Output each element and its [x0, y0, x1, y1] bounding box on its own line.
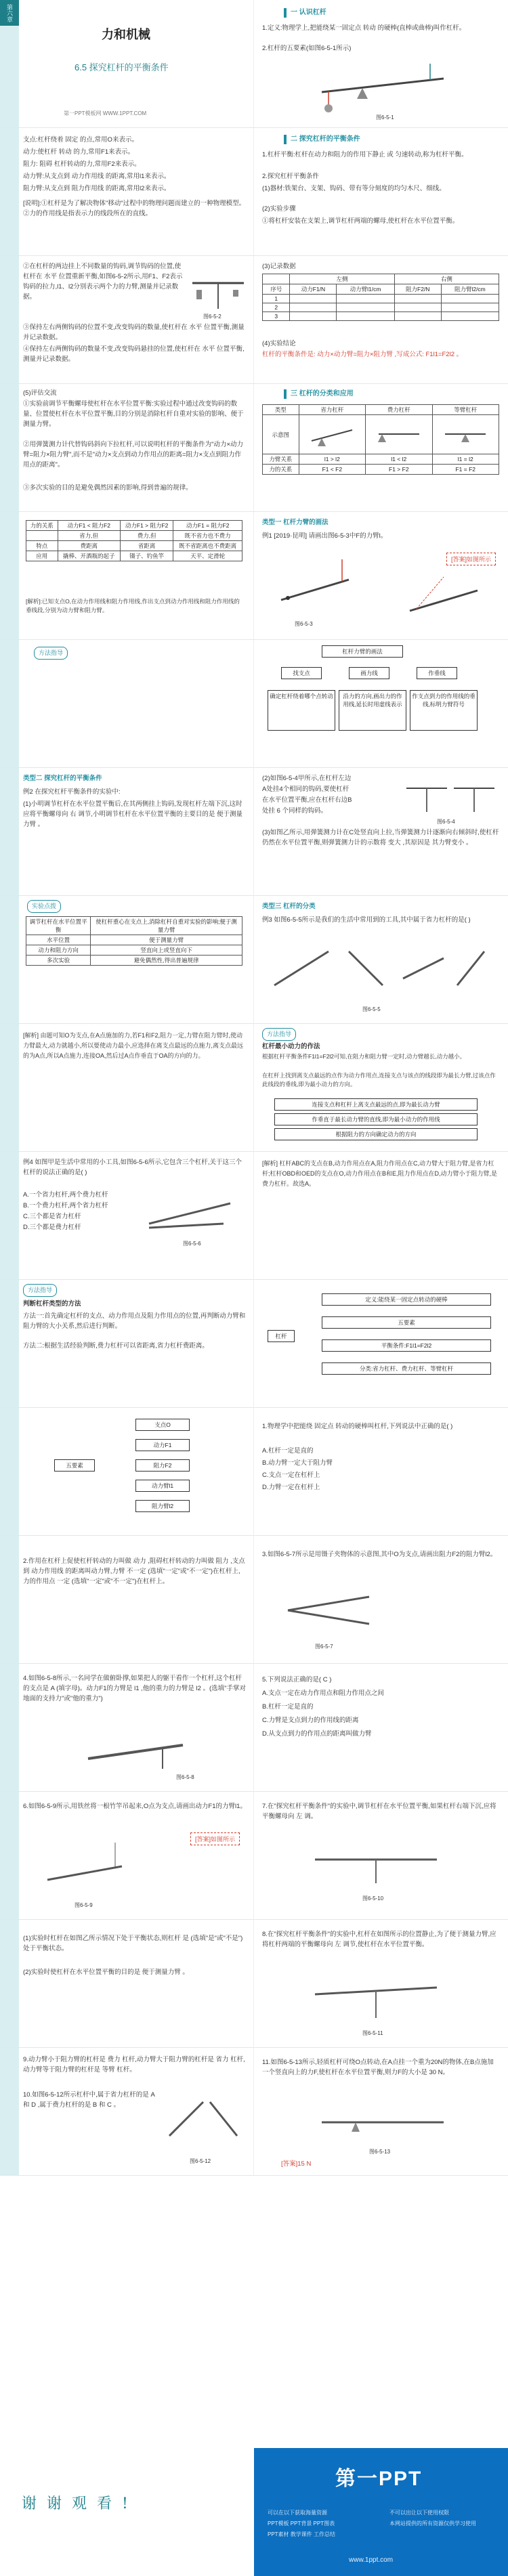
slide-7 — [0, 768, 508, 896]
q4-text: 4.如图6-5-8所示,一名同学在做俯卧撑,如果把人的躯干看作一个杠杆,这个杠杆的支点是 A (填字母)。动力F1的力臂是 l1 ,他的重力的力臂是 l2 。(选填"手掌对地面的支持力"或"他的重力") — [23, 1675, 247, 1702]
q5-option-d: D.从支点到力的作用点的距离叫做力臂 — [262, 1730, 372, 1738]
record-data — [254, 256, 508, 384]
sidebar — [0, 1408, 19, 1536]
slide-11 — [0, 1280, 508, 1408]
cls-h2: 费力杠杆 — [366, 405, 432, 415]
sidebar — [0, 0, 19, 128]
step-4: ④保持左右两侧钩码的数量不变,改变钩码悬挂的位置,使杠杆在 水平 位置平衡,测量并记录数据。 — [23, 345, 245, 363]
option-a: A.一个省力杠杆,两个费力杠杆 — [23, 1191, 108, 1199]
t-3-1: 撬棒、开酒瓶的起子 — [58, 551, 120, 561]
eval-2: ②用弹簧测力计代替钩码斜向下拉杠杆,可以说明杠杆的平衡条件为"动力×动力臂=阻力×阻力臂",而不是"动力×支点到动力作用点的距离=阻力×支点到阻力作用点的距离"。 — [23, 441, 244, 469]
t-0-0: 力的关系 — [26, 521, 58, 531]
footer-url[interactable]: www.1ppt.com — [349, 2556, 394, 2564]
example-text: 例2 在探究杠杆平衡条件的实验中: — [23, 788, 121, 796]
step-box-1: 找支点 — [281, 667, 322, 679]
q7-part-2: (2)实验时使杠杆在水平位置平衡的目的是 便于测量力臂 。 — [23, 1969, 189, 1976]
method-line-1: 方法一:首先确定杠杆的支点、动力作用点及阻力作用点的位置,再判断动力臂和阻力臂的大小关系,然后进行判断。 — [23, 1312, 246, 1330]
exercise-five — [254, 1664, 508, 1792]
section-one — [254, 0, 508, 128]
right-head: 右侧 — [394, 274, 499, 284]
sidebar — [0, 512, 19, 640]
method-tag — [27, 900, 61, 913]
method-guide — [0, 640, 254, 768]
th-4: 阻力臂l2/cm — [441, 284, 499, 295]
map-root: 杠杆 — [268, 1330, 295, 1342]
method-line-2: 方法二:根据生活经验判断,费力杠杆可以省距离,省力杠杆费距离。 — [23, 1342, 209, 1350]
method-label: 方法指导 — [23, 1284, 57, 1297]
figure-caption: 图6-5-3 — [295, 621, 313, 627]
tip-3-0: 多次实验 — [26, 956, 91, 966]
section-heading: 二 探究杠杆的平衡条件 — [284, 135, 487, 144]
slide-8 — [0, 896, 508, 1024]
sidebar — [0, 1664, 19, 1792]
type-one — [254, 512, 508, 640]
exercise-eight — [254, 1920, 508, 2048]
cls-h3: 等臂杠杆 — [432, 405, 499, 415]
sidebar — [0, 384, 19, 512]
type-two — [0, 768, 254, 896]
method-title: 杠杆最小动力的作法 — [262, 1043, 320, 1050]
judge-method — [0, 1280, 254, 1408]
method-tag — [262, 1028, 296, 1041]
option-c: C.三个都是省力杠杆 — [23, 1213, 81, 1220]
type-three — [254, 896, 508, 1024]
eval-1: ①实验前调节平衡螺母使杠杆在水平位置平衡:实验过程中通过改变钩码的数量、位置使杠杆在水平位置平衡,目的分别是消除杠杆自重对实验的影响、便于测量力臂。 — [23, 400, 244, 428]
method-tag — [23, 1284, 57, 1297]
step-desc-2: 沿力的方向,画出力的作用线,延长时用虚线表示 — [339, 690, 406, 731]
exercise-seven-cont — [0, 1920, 254, 2048]
figure-caption: 图6-5-12 — [190, 2158, 211, 2164]
method-box-2: 作垂直于最长动力臂的直线,即为最小动力的作用线 — [274, 1113, 478, 1125]
sidebar — [0, 256, 19, 384]
knowledge-map — [254, 1280, 508, 1408]
lever-figure — [308, 1974, 444, 2021]
ppt-footer-banner — [254, 2448, 508, 2576]
method-diagram — [254, 640, 508, 768]
type-two-right — [254, 768, 508, 896]
tools-figure — [163, 2095, 244, 2149]
figure-caption: 图6-5-11 — [362, 2030, 383, 2036]
t-1-1: 省力,但 — [58, 531, 120, 541]
t-3-3: 天平、定滑轮 — [173, 551, 242, 561]
r-line-2: 2.探究杠杆平衡条件 — [262, 173, 319, 180]
t-1-0 — [26, 531, 58, 541]
section-heading: 一 认识杠杆 — [284, 8, 487, 18]
t-0-3: 动力F1 = 阻力F2 — [173, 521, 242, 531]
method-tag — [34, 647, 68, 660]
figure-caption: 图6-5-13 — [369, 2149, 391, 2155]
example-text: 例4 如图甲是生活中常用的小工具,如图6-5-6所示,它包含三个杠杆,关于这三个杠杆的说法正确的是( ) — [23, 1159, 242, 1176]
definition-text: 1.定义:物理学上,把能绕某一固定点 转动 的硬棒(直棒或曲棒)叫作杠杆。 — [262, 24, 466, 32]
analysis-note: [解析]:已知支点O,在动力作用线和阻力作用线,作出支点到动力作用线和阻力作用线的垂线段,分别为动力臂和阻力臂。 — [26, 598, 240, 614]
figure-caption: 图6-5-1 — [376, 114, 394, 121]
diagram-cell — [432, 415, 499, 454]
five-elements-map — [0, 1408, 254, 1536]
q7-part-1: (1)实验时杠杆在如图乙所示情况下处于平衡状态,则杠杆 是 (选填"是"或"不是")处于平衡状态。 — [23, 1935, 243, 1952]
data-table — [262, 274, 499, 321]
slide-16 — [0, 1920, 508, 2048]
left-head: 左侧 — [290, 274, 394, 284]
footer-line-4: 不可以出让以下使用权限 — [389, 2510, 449, 2516]
t-2-3: 既不省距离也不费距离 — [173, 541, 242, 551]
cls-r1-1: l1 > l2 — [299, 454, 365, 465]
title-slide — [0, 0, 254, 128]
section-two — [254, 128, 508, 256]
figure-caption: 图6-5-4 — [437, 819, 455, 825]
map-center: 五要素 — [54, 1459, 95, 1472]
map-item-2: 五要素 — [322, 1316, 491, 1329]
r-line-4: (2)实验步骤 — [262, 205, 296, 213]
analysis — [0, 1024, 254, 1152]
step-box-3: 作垂线 — [417, 667, 457, 679]
figure-caption: 图6-5-6 — [183, 1241, 201, 1247]
method-box-1: 连接支点和杠杆上离支点最远的点,即为最长动力臂 — [274, 1098, 478, 1111]
slide-17 — [0, 2048, 508, 2176]
footer-text: 第一PPT模板网 WWW.1PPT.COM — [64, 110, 147, 116]
figure-caption: 图6-5-2 — [203, 314, 221, 320]
tips-table — [26, 916, 242, 966]
example-text: 例3 如图6-5-5所示是我们的生活中常用到的工具,其中属于省力杠杆的是( ) — [262, 916, 471, 924]
lever-elements — [0, 128, 254, 256]
t-2-1: 费距离 — [58, 541, 120, 551]
cls-r0: 示意图 — [263, 415, 299, 454]
slide-10 — [0, 1152, 508, 1280]
row-3: 3 — [263, 312, 290, 321]
figure-caption: 图6-5-7 — [315, 1644, 333, 1650]
sidebar — [0, 1920, 19, 2048]
slide-6 — [0, 640, 508, 768]
map-item-4: 分类:省力杠杆、费力杠杆、等臂杠杆 — [322, 1362, 491, 1375]
tip-0-0: 调节杠杆在水平位置平衡 — [26, 917, 91, 935]
sidebar — [0, 1280, 19, 1408]
line-5: 阻力臂:从支点到 阻力作用线 的距离,常用l2来表示。 — [23, 185, 171, 192]
q2-line-3: 在水平位置平衡,应在杠杆右边B — [262, 796, 352, 804]
sidebar — [0, 896, 19, 1024]
th-0: 序号 — [263, 284, 290, 295]
sidebar — [0, 1024, 19, 1152]
option-b: B.一个费力杠杆,两个省力杠杆 — [23, 1202, 108, 1209]
line-1: 支点:杠杆绕着 固定 的点,常用O来表示。 — [23, 136, 138, 144]
q3-text: 3.如图6-5-7所示是用镊子夹物体的示意图,其中O为支点,请画出阻力F2的阻力臂l2。 — [262, 1551, 497, 1558]
bamboo-figure — [41, 1839, 129, 1893]
cls-h1: 省力杠杆 — [299, 405, 365, 415]
step-desc-3: 作支点到力的作用线的垂线,标明力臂符号 — [410, 690, 478, 731]
map-item-1: 支点O — [135, 1419, 190, 1431]
conclusion: 杠杆的平衡条件是: 动力×动力臂=阻力×阻力臂 ,写成公式: F1l1=F2l2 。 — [262, 351, 463, 358]
figure-caption: 图6-5-9 — [75, 1902, 93, 1908]
example-four — [0, 1152, 254, 1280]
slide-5 — [0, 512, 508, 640]
slide-2 — [0, 128, 508, 256]
analysis-text: [解析] 杠杆ABC的支点在B,动力作用点在A,阻力作用点在C,动力臂大于阻力臂,是省力杠杆;杠杆OBD和OED的支点在O,动力作用点在B和E,阻力作用点在D,动力臂小于阻力臂,是费力杠杆。故选A。 — [262, 1160, 498, 1187]
option-d: D.三个都是费力杠杆 — [23, 1224, 81, 1231]
method-line-1: 根据杠杆平衡条件F1l1=F2l2可知,在阻力和阻力臂一定时,动力臂越长,动力越小。 — [262, 1053, 466, 1060]
th-3: 阻力F2/N — [394, 284, 441, 295]
map-item-1: 定义:能绕某一固定点转动的硬棒 — [322, 1293, 491, 1306]
lever-figure — [315, 58, 450, 112]
characteristic-table — [26, 520, 242, 561]
tip-2-0: 动力和阻力方向 — [26, 945, 91, 956]
q6-text: 6.如图6-5-9所示,用铁丝将一根竹竿吊起来,O点为支点,请画出动力F1的力臂l1。 — [23, 1803, 247, 1810]
elements-text: 2.杠杆的五要素(如图6-5-1所示) — [262, 45, 352, 52]
type-title: 类型二 探究杠杆的平衡条件 — [23, 775, 102, 782]
answer-figure — [403, 570, 484, 624]
r-line-5: ①将杠杆安装在支架上,调节杠杆两端的螺母,使杠杆在水平位置平衡。 — [262, 217, 459, 225]
q1-option-c: C.支点一定在杠杆上 — [262, 1472, 320, 1479]
sidebar — [0, 640, 19, 768]
chapter-label: 第六章 — [0, 0, 19, 26]
q2-line-2: A处挂4个相同的钩码,要使杠杆 — [262, 786, 350, 793]
answer-box: [答案]如图所示 — [190, 1832, 240, 1845]
q2-line-1: (2)如图6-5-4甲所示,在杠杆左边 — [262, 775, 352, 782]
figure-caption: 图6-5-10 — [362, 1895, 384, 1902]
pushup-figure — [81, 1732, 190, 1772]
t-0-1: 动力F1 < 阻力F2 — [58, 521, 120, 531]
t-2-0: 特点 — [26, 541, 58, 551]
cls-r2-3: F1 = F2 — [432, 465, 499, 475]
q2-text: 2.作用在杠杆上促使杠杆转动的力叫做 动力 ,阻碍杠杆转动的力叫做 阻力 ,支点到 动力作用线 的距离叫动力臂,力臂 不一定 (选填"一定"或"不一定")在杠杆上,力的作用点 一定 (选填"一定"或"不一定")在杠杆上。 — [23, 1558, 245, 1585]
cls-r1: 力臂关系 — [263, 454, 299, 465]
t-2-2: 省距离 — [120, 541, 173, 551]
lesson-title: 6.5 探究杠杆的平衡条件 — [75, 62, 169, 72]
tip-3-1: 避免偶然性,得出普遍规律 — [91, 956, 242, 966]
tip-1-1: 便于测量力臂 — [91, 935, 242, 945]
method-line-2: 在杠杆上找到离支点最远的点作为动力作用点,连接支点与该点的线段即为最长力臂,过该点作此线段的垂线,即为最小动力的方向。 — [262, 1072, 496, 1088]
slide-3 — [0, 256, 508, 384]
method-box-3: 根据阻力的方向确定动力的方向 — [274, 1128, 478, 1140]
exercise-two — [0, 1536, 254, 1664]
slide-13 — [0, 1536, 508, 1664]
analysis-text: [解析] 由题可知O为支点,在A点施加的力,若F1和F2,阻力一定,力臂在阻力臂时,使动力臂最大,动力就越小,所以要使动力最小,应选择在离支点最远的点施力,离支点最远的为A点,所以A点施力,连接OA,然后过A点作垂直于OA的方向的力。 — [23, 1032, 244, 1059]
slide-4 — [0, 384, 508, 512]
row-2: 2 — [263, 303, 290, 312]
th-2: 动力臂l1/cm — [337, 284, 394, 295]
method-label: 方法指导 — [262, 1028, 296, 1041]
cls-r1-2: l1 < l2 — [366, 454, 432, 465]
q5-option-a: A.支点一定在动力作用点和阻力作用点之间 — [262, 1690, 384, 1697]
q2-line-4: 处挂 6 个同样的钩码。 — [262, 807, 328, 815]
method-label: 方法指导 — [34, 647, 68, 660]
eval-3: ③多次实验的目的是避免偶然因素的影响,得到普遍的规律。 — [23, 484, 192, 492]
diagram-cell — [299, 415, 365, 454]
q11-text: 11.如图6-5-13所示,轻质杠杆可绕O点转动,在A点挂一个重为20N的物体,在B点施加一个竖直向上的力F,使杠杆在水平位置平衡,则力F的大小是 30 N。 — [262, 2059, 494, 2076]
analysis-four — [254, 1152, 508, 1280]
cls-h0: 类型 — [263, 405, 299, 415]
exercise-one — [254, 1408, 508, 1536]
q9-text: 9.动力臂小于阻力臂的杠杆是 费力 杠杆,动力臂大于阻力臂的杠杆是 省力 杠杆,动力臂等于阻力臂的杠杆是 等臂 杠杆。 — [23, 2056, 245, 2074]
sidebar — [0, 768, 19, 896]
t-3-0: 应用 — [26, 551, 58, 561]
step-box-2: 画力线 — [349, 667, 389, 679]
lever-figure — [315, 2102, 450, 2143]
thanks-text: 谢 谢 观 看 ! — [22, 2495, 131, 2512]
experiment-tips — [0, 896, 254, 1024]
step-desc-1: 确定杠杆绕着哪个点转动 — [268, 690, 335, 731]
footer-line-5: 本网站提供的所有资源仅供学习使用 — [389, 2520, 476, 2527]
t-3-2: 镊子、钓鱼竿 — [120, 551, 173, 561]
t-1-2: 费力,但 — [120, 531, 173, 541]
q5-text: 5.下列说法正确的是( C ) — [262, 1676, 332, 1683]
map-item-5: 阻力臂l2 — [135, 1500, 190, 1512]
q5-option-c: C.力臂是支点到力的作用线的距离 — [262, 1717, 359, 1724]
figure-caption: 图6-5-5 — [362, 1006, 381, 1012]
nail-clipper-figure — [142, 1190, 237, 1237]
slide-12 — [0, 1408, 508, 1536]
exercise-nine — [0, 2048, 254, 2176]
answer-box: [答案]如图所示 — [446, 553, 496, 565]
footer-line-2: PPT模板 PPT背景 PPT图表 — [268, 2520, 335, 2527]
map-item-2: 动力F1 — [135, 1439, 190, 1451]
lever-experiment-figure — [403, 775, 498, 815]
slide-1 — [0, 0, 508, 128]
tweezers-figure — [281, 1583, 376, 1637]
step-2: ②在杠杆的两边挂上不同数量的钩码,调节钩码的位置,使杠杆在 水平 位置重新平衡,如图6-5-2所示,用F1、F2表示钩码的拉力,l1、l2分别表示两个力的力臂,测量并记录数据。 — [23, 263, 183, 301]
cls-r2-2: F1 > F2 — [366, 465, 432, 475]
example-figure — [274, 553, 356, 614]
exercise-eleven — [254, 2048, 508, 2176]
r-line-3: (1)器材:铁架台、支架、钩码、带有等分刻度的均匀木尺、细线。 — [262, 185, 446, 192]
type-title: 类型一 杠杆力臂的画法 — [262, 519, 329, 526]
cls-r2: 力的关系 — [263, 465, 299, 475]
ppt-logo: 第一PPT — [335, 2468, 423, 2490]
min-force-method — [254, 1024, 508, 1152]
sidebar — [0, 1536, 19, 1664]
method-title: 判断杠杆类型的方法 — [23, 1300, 81, 1308]
conclusion-title: (4)实验结论 — [262, 340, 296, 347]
tip-2-1: 竖直向上或竖直向下 — [91, 945, 242, 956]
exercise-seven — [254, 1792, 508, 1920]
eval-title: (5)评估交流 — [23, 389, 57, 397]
method-label: 实验点拨 — [27, 900, 61, 913]
q10-text: 10.如图6-5-12所示杠杆中,属于省力杠杆的是 A 和 D ,属于费力杠杆的是 B 和 C 。 — [23, 2091, 155, 2109]
q7-text: 7.在"探究杠杆平衡条件"的实验中,调节杠杆在水平位置平衡,如果杠杆右端下沉,应将平衡螺母向 左 调。 — [262, 1803, 496, 1820]
exercise-four — [0, 1664, 254, 1792]
experiment-steps — [0, 256, 254, 384]
step-3: ③保持左右两侧钩码的位置不变,改变钩码的数量,使杠杆在 水平 位置平衡,测量并记录数据。 — [23, 324, 245, 341]
sidebar — [0, 1152, 19, 1280]
record-title: (3)记录数据 — [262, 263, 296, 270]
q1-option-a: A.杠杆一定是直的 — [262, 1447, 314, 1455]
map-item-4: 动力臂l1 — [135, 1480, 190, 1492]
line-4: 动力臂:从支点到 动力作用线 的距离,常用l1来表示。 — [23, 173, 171, 180]
exercise-three — [254, 1536, 508, 1664]
q5-option-b: B.杠杆一定是直的 — [262, 1703, 314, 1711]
sidebar — [0, 1792, 19, 1920]
classification-table — [262, 404, 499, 475]
figure-caption: 图6-5-8 — [176, 1774, 194, 1780]
section-three — [254, 384, 508, 512]
map-item-3: 阻力F2 — [135, 1459, 190, 1472]
map-title: 杠杆力臂的画法 — [322, 645, 403, 658]
section-heading: 三 杠杆的分类和应用 — [284, 389, 487, 399]
exercise-six — [0, 1792, 254, 1920]
line-2: 动力:使杠杆 转动 的力,常用F1来表示。 — [23, 148, 135, 156]
map-item-3: 平衡条件:F1l1=F2l2 — [322, 1339, 491, 1352]
sidebar — [0, 128, 19, 256]
slide-14 — [0, 1664, 508, 1792]
t-0-2: 动力F1 > 阻力F2 — [120, 521, 173, 531]
main-title: 力和机械 — [102, 28, 150, 41]
q8-text: 8.在"探究杠杆平衡条件"的实验中,杠杆在如图所示的位置静止,为了便于测量力臂,应将杠杆两端的平衡螺母向 左 调节,使杠杆在水平位置平衡。 — [262, 1931, 496, 1948]
diagram-cell — [366, 415, 432, 454]
question-1: (1)小明调节杠杆在水平位置平衡后,在其两侧挂上钩码,发现杠杆左端下沉,这时应将平衡螺母向 右 调节,小明调节杠杆在水平位置平衡的主要目的是 便于测量力臂 。 — [23, 800, 243, 828]
evaluation — [0, 384, 254, 512]
line-3: 阻力: 阻碍 杠杆转动的力,常用F2来表示。 — [23, 160, 141, 168]
tools-figure — [268, 938, 491, 999]
r-line-1: 1.杠杆平衡:杠杆在动力和阻力的作用下静止 或 匀速转动,称为杠杆平衡。 — [262, 151, 468, 158]
q1-text: 1.物理学中把能绕 固定点 转动的硬棒叫杠杆,下列说法中正确的是( ) — [262, 1423, 453, 1430]
t-1-3: 既不省力也不费力 — [173, 531, 242, 541]
example-text: 例1 [2019·昆明] 请画出图6-5-3中F的力臂l。 — [262, 532, 387, 540]
cls-r2-1: F1 < F2 — [299, 465, 365, 475]
sidebar — [0, 2048, 19, 2176]
line-6: [说明]:①杠杆是为了解决物体"移动"过程中的物理问题而建立的一种物理模型。②力的作用线是指表示力的线段所在的直线。 — [23, 200, 246, 217]
cls-r1-3: l1 = l2 — [432, 454, 499, 465]
lever-characteristics — [0, 512, 254, 640]
footer-line-3: PPT素材 教学课件 工作总结 — [268, 2531, 336, 2537]
q1-option-d: D.力臂一定在杠杆上 — [262, 1484, 320, 1491]
tip-1-0: 水平位置 — [26, 935, 91, 945]
slide-9 — [0, 1024, 508, 1152]
row-1: 1 — [263, 295, 290, 303]
balance-figure — [190, 270, 247, 310]
tip-0-1: 使杠杆重心在支点上,消除杠杆自重对实验的影响;便于测量力臂 — [91, 917, 242, 935]
balance-figure — [308, 1846, 444, 1887]
q3-text: (3)如图乙所示,用弹簧测力计在C处竖直向上拉,当弹簧测力计逐渐向右倾斜时,使杠杆仍然在水平位置平衡,则弹簧测力计的示数将 变大 ,其原因是 其力臂变小 。 — [262, 829, 499, 846]
slide-15 — [0, 1792, 508, 1920]
q1-option-b: B.动力臂一定大于阻力臂 — [262, 1459, 333, 1467]
footer-line-1: 可以在以下获取海量资源 — [268, 2510, 327, 2516]
type-title: 类型三 杠杆的分类 — [262, 903, 316, 910]
th-1: 动力F1/N — [290, 284, 337, 295]
answer-text: [答案]15 N — [281, 2160, 312, 2168]
